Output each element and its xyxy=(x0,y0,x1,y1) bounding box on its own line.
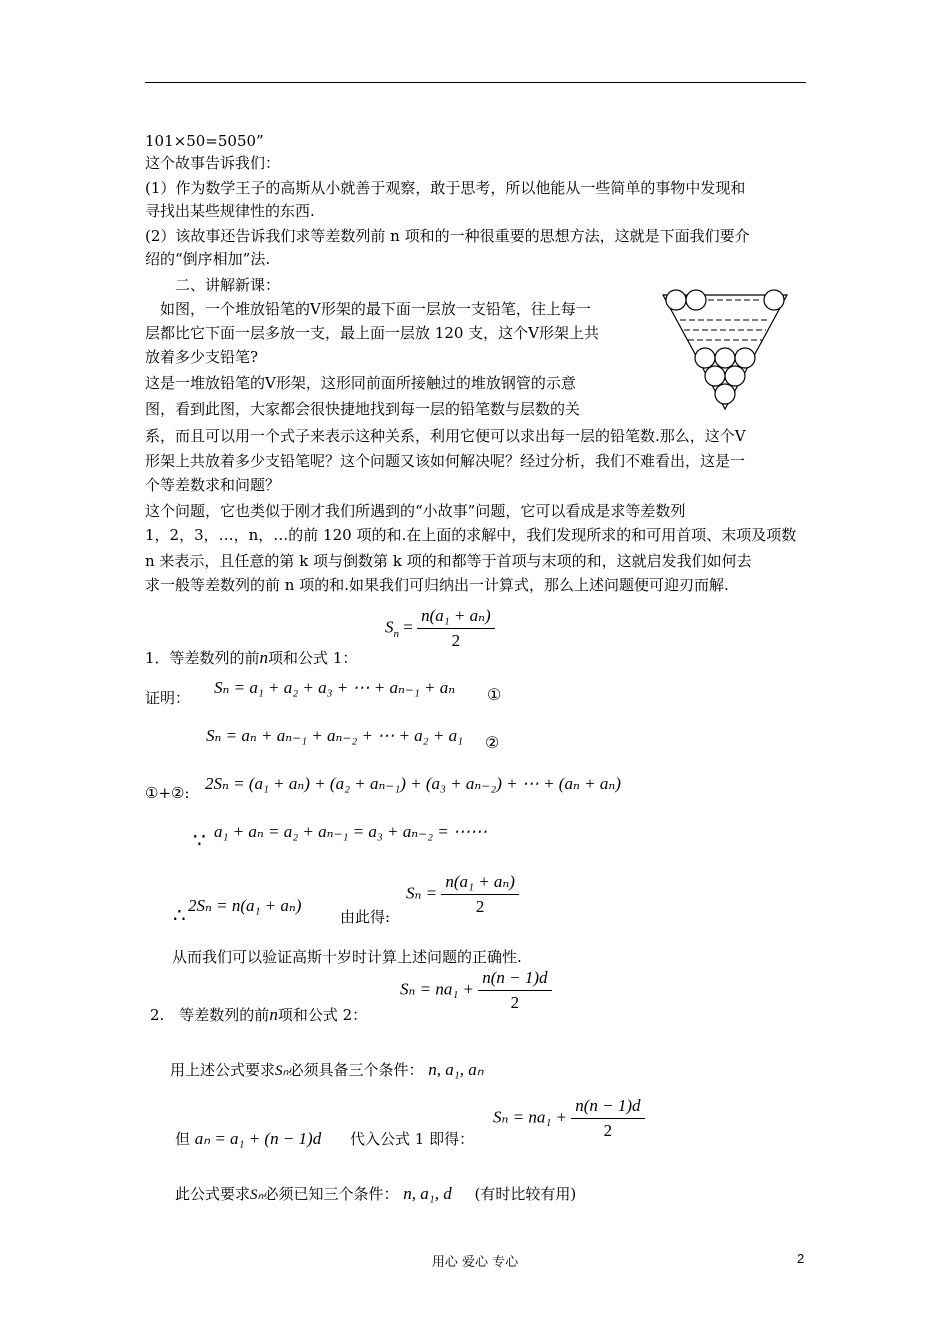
text-line: (1）作为数学王子的高斯从小就善于观察，敢于思考，所以他能从一些简单的事物中发现和 xyxy=(145,179,746,197)
text-line: 这个问题，它也类似于刚才我们所遇到的“小故事”问题，它可以看成是求等差数列 xyxy=(145,502,686,520)
equation-1: Sₙ = a₁ + a₂ + a₃ + ⋯ + aₙ₋₁ + aₙ xyxy=(214,678,456,697)
text-line: 寻找出某些规律性的东西. xyxy=(145,202,315,220)
text-line: 个等差数求和问题？ xyxy=(145,476,281,494)
condition-1: 用上述公式要求Sₙ必须具备三个条件： n, a₁, aₙ xyxy=(170,1060,484,1079)
hence-label: 由此得: xyxy=(340,908,391,926)
v-rack-figure xyxy=(660,285,790,415)
equation-5b: Sₙ = $\frac{\text{n(a₁ + aₙ)}}{2}$ xyxy=(406,872,519,917)
text-line: 绍的“倒序相加”法. xyxy=(145,250,271,268)
formula1-label: 1．等差数列的前n项和公式 1： xyxy=(145,648,358,667)
sum-label: ①+②: xyxy=(145,784,190,802)
formula2-expression: Sₙ = na₁ + $\frac{n(n - 1)d}{2}$ xyxy=(400,968,552,1013)
text-line: 放着多少支铅笔? xyxy=(145,348,259,366)
verify-text: 从而我们可以验证高斯十岁时计算上述问题的正确性. xyxy=(172,948,522,966)
formula2-label: 2. 等差数列的前n项和公式 2： xyxy=(150,1005,368,1024)
condition-2-formula: Sₙ = na₁ + $\frac{n(n - 1)d}{2}$ xyxy=(493,1096,645,1141)
text-line: 1，2，3，…，n，…的前 120 项的和.在上面的求解中，我们发现所求的和可用首项、末项及项数 xyxy=(145,526,797,544)
condition-2: 但 aₙ = a₁ + (n − 1)d 代入公式 1 即得： xyxy=(175,1129,475,1148)
text-line: 这个故事告诉我们： xyxy=(145,154,281,172)
condition-3: 此公式要求Sₙ必须已知三个条件： n, a₁, d (有时比较有用) xyxy=(175,1184,577,1203)
header-rule xyxy=(145,82,806,83)
text-line: 101×50=5050” xyxy=(145,132,264,150)
text-line: 系，而且可以用一个式子来表示这种关系，利用它便可以求出每一层的铅笔数.那么，这个Ⅴ xyxy=(145,427,746,445)
proof-label: 证明： xyxy=(145,689,191,707)
equation-3: 2Sₙ = (a₁ + aₙ) + (a₂ + aₙ₋₁) + (a₃ + aₙ₋₂) + ⋯ + (aₙ + aₙ) xyxy=(205,774,621,793)
equation-2-mark: ② xyxy=(485,733,500,752)
equation-2: Sₙ = aₙ + aₙ₋₁ + aₙ₋₂ + ⋯ + a₂ + a₁ xyxy=(206,726,463,745)
text-line: 层都比它下面一层多放一支，最上面一层放 120 支，这个Ⅴ形架上共 xyxy=(145,324,600,342)
because-symbol: ∵ xyxy=(193,828,206,852)
text-line: 图，看到此图，大家都会很快捷地找到每一层的铅笔数与层数的关 xyxy=(145,400,581,418)
equation-1-mark: ① xyxy=(487,685,502,704)
text-line: 二、讲解新课： xyxy=(145,276,281,294)
formula1-expression: $S_n$ = $\frac{\text{n(a₁ + aₙ)}}{2}$ xyxy=(385,606,495,651)
therefore-symbol: ∴ xyxy=(173,903,186,927)
page-footer: 用心 爱心 专心 xyxy=(431,1255,519,1270)
text-line: 形架上共放着多少支铅笔呢？这个问题又该如何解决呢？经过分析，我们不难看出，这是一 xyxy=(145,452,746,470)
text-line: n 来表示，且任意的第 k 项与倒数第 k 项的和都等于首项与末项的和，这就启发我们如何去 xyxy=(145,552,752,570)
text-line: 这是一堆放铅笔的Ⅴ形架，这形同前面所接触过的堆放钢管的示意 xyxy=(145,374,576,392)
text-line: 如图，一个堆放铅笔的Ⅴ形架的最下面一层放一支铅笔，往上每一 xyxy=(145,300,591,318)
equation-4: a₁ + aₙ = a₂ + aₙ₋₁ = a₃ + aₙ₋₂ = ⋯⋯ xyxy=(214,822,487,841)
page-number: 2 xyxy=(797,1251,805,1266)
text-line: (2）该故事还告诉我们求等差数列前 n 项和的一种很重要的思想方法，这就是下面我们要介 xyxy=(145,227,750,245)
text-line: 求一般等差数列的前 n 项的和.如果我们可归纳出一计算式，那么上述问题便可迎刃而解. xyxy=(145,576,729,594)
equation-5: 2Sₙ = n(a₁ + aₙ) xyxy=(188,896,302,915)
